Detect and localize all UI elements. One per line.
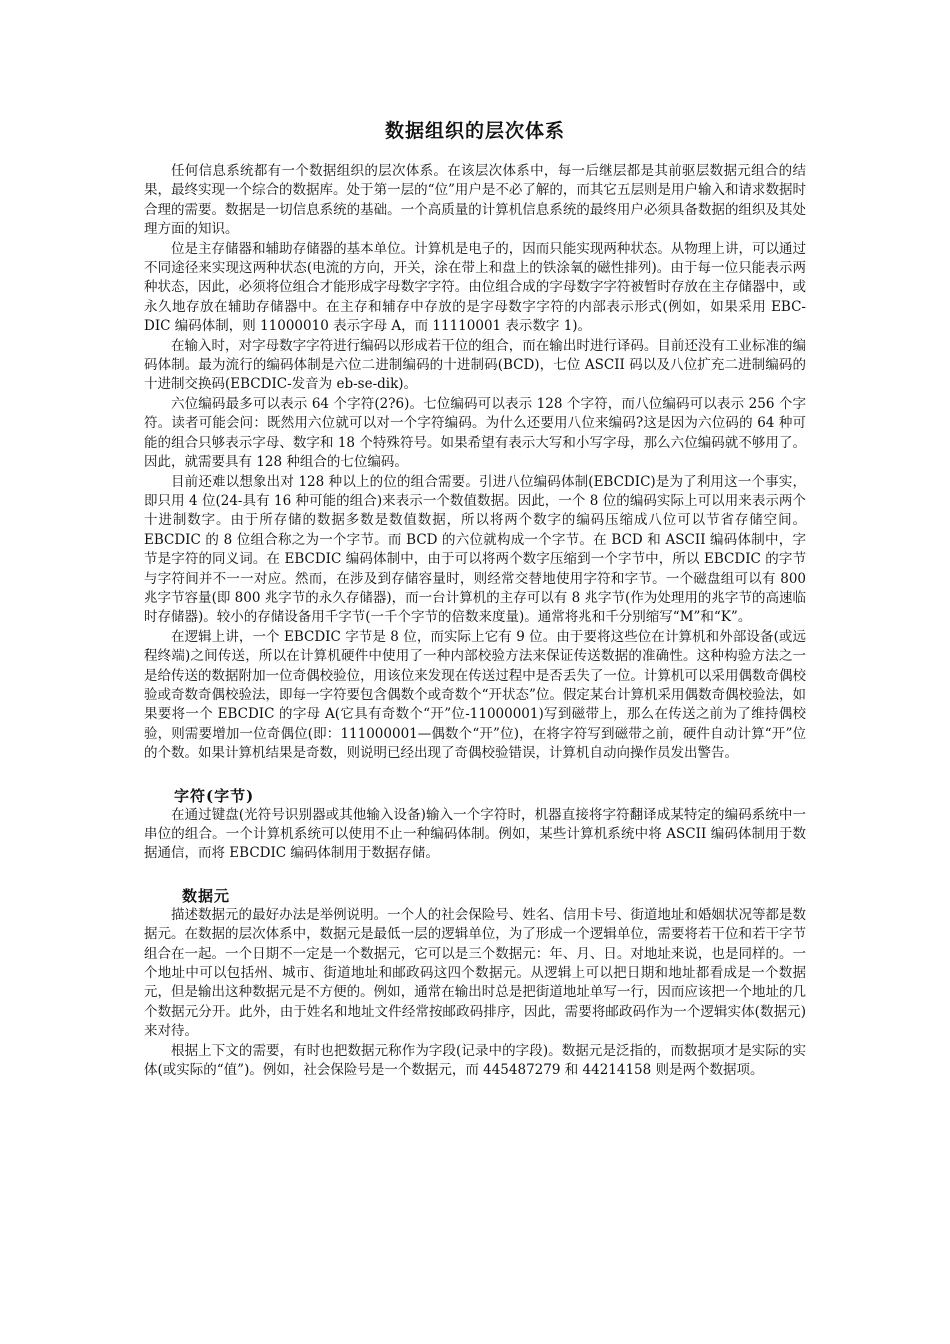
paragraph-intro-5: 目前还难以想象出对 128 种以上的位的组合需要。引进八位编码体制(EBCDIC)是为了利用这一个事实，即只用 4 位(24-具有 16 种可能的组合)来表示一个数值数据。因此，一个 8 位的编码实际上可以用来表示两个十进制数字。由于所存储的数据多数是数值数据，所以将两个数字的编码压缩成八位可以节省存储空间。EBCDIC 的 8 位组合称之为一个字节。而 BCD 的六位就构成一个字节。在 BCD 和 ASCII 编码体制中，字节是字符的同义词。在 EBCDIC 编码体制中，由于可以将两个数字压缩到一个字节中，所以 EBCDIC 的字节与字符间并不一一对应。然而，在涉及到存储容量时，则经常交替地使用字符和字节。一个磁盘组可以有 800 兆字节容量(即 800 兆字节的永久存储器)，而一台计算机的主存可以有 8 兆字节(作为处理用的兆字节的高速临时存储器)。较小的存储设备用千字节(一千个字节的倍数来度量)。通常将兆和千分别缩写“M”和“K”。 — [144, 473, 806, 626]
document-page — [144, 118, 806, 1080]
paragraph-intro-6: 在逻辑上讲，一个 EBCDIC 字节是 8 位，而实际上它有 9 位。由于要将这些位在计算机和外部设备(或远程终端)之间传送，所以在计算机硬件中使用了一种内部校验方法来保证传送数据的准确性。这种构验方法之一是给传送的数据附加一位奇偶校验位，用该位来发现在传送过程中是否丢失了一位。计算机可以采用偶数奇偶校验或奇数奇偶校验法，即每一字符要包含偶数个或奇数个“开状态”位。假定某台计算机采用偶数奇偶校验法，如果要将一个 EBCDIC 的字母 A(它具有奇数个“开”位-11000001)写到磁带上，那么在传送之前为了维持偶校验，则需要增加一位奇偶位(即：111000001—偶数个“开”位)，在将字符写到磁带之前，硬件自动计算“开”位的个数。如果计算机结果是奇数，则说明已经出现了奇偶校验错误，计算机自动向操作员发出警告。 — [144, 628, 806, 762]
paragraph-element-1: 描述数据元的最好办法是举例说明。一个人的社会保险号、姓名、信用卡号、街道地址和婚姻状况等都是数据元。在数据的层次体系中，数据元是最低一层的逻辑单位，为了形成一个逻辑单位，需要将若干位和若干字节组合在一起。一个日期不一定是一个数据元，它可以是三个数据元：年、月、日。对地址来说，也是同样的。一个地址中可以包括州、城市、街道地址和邮政码这四个数据元。从逻辑上可以把日期和地址都看成是一个数据元，但是输出这种数据元是不方便的。例如，通常在输出时总是把街道地址单写一行，因而应该把一个地址的几个数据元分开。此外，由于姓名和地址文件经常按邮政码排序，因此，需要将邮政码作为一个逻辑实体(数据元)来对待。 — [144, 906, 806, 1040]
section-heading-char: 字符(字节) — [174, 786, 255, 805]
paragraph-intro-1: 任何信息系统都有一个数据组织的层次体系。在该层次体系中，每一后继层都是其前驱层数据元组合的结果，最终实现一个综合的数据库。处于第一层的“位”用户是不必了解的，而其它五层则是用户输入和请求数据时合理的需要。数据是一切信息系统的基础。一个高质量的计算机信息系统的最终用户必须具备数据的组织及其处理方面的知识。 — [144, 163, 806, 238]
paragraph-intro-3: 在输入时，对字母数字字符进行编码以形成若干位的组合，而在输出时进行译码。目前还没有工业标准的编码体制。最为流行的编码体制是六位二进制编码的十进制码(BCD)，七位 ASCII 码以及八位扩充二进制编码的十进制交换码(EBCDIC-发音为 eb-se-dik)。 — [144, 337, 806, 393]
section-heading-element: 数据元 — [182, 886, 231, 905]
paragraph-char-1: 在通过键盘(光符号识别器或其他输入设备)输入一个字符时，机器直接将字符翻译成某特定的编码系统中一串位的组合。一个计算机系统可以使用不止一种编码体制。例如，某些计算机系统中将 ASCII 编码体制用于数据通信，而将 EBCDIC 编码体制用于数据存储。 — [144, 806, 806, 862]
paragraph-intro-4: 六位编码最多可以表示 64 个字符(2?6)。七位编码可以表示 128 个字符，而八位编码可以表示 256 个字符。读者可能会问：既然用六位就可以对一个字符编码。为什么还要用八位来编码?这是因为六位码的 64 种可能的组合只够表示字母、数字和 18 个特殊符号。如果希望有表示大写和小写字母，那么六位编码就不够用了。因此，就需要具有 128 种组合的七位编码。 — [144, 395, 806, 471]
paragraph-intro-2: 位是主存储器和辅助存储器的基本单位。计算机是电子的，因而只能实现两种状态。从物理上讲，可以通过不同途径来实现这两种状态(电流的方向，开关，涂在带上和盘上的铁涂氧的磁性排列)。由于每一位只能表示两种状态，因此，必须将位组合才能形成字母数字字符。由位组合成的字母数字字符被暂时存放在主存储器中，或永久地存放在辅助存储器中。在主存和辅存中存放的是字母数字字符的内部表示形式(例如，如果采用 EBC-DIC 编码体制，则 11000010 表示字母 A，而 11110001 表示数字 1)。 — [144, 240, 806, 335]
document-title: 数据组织的层次体系 — [384, 120, 565, 142]
paragraph-element-2: 根据上下文的需要，有时也把数据元称作为字段(记录中的字段)。数据元是泛指的，而数据项才是实际的实体(或实际的“值”)。例如，社会保险号是一个数据元，而 445487279 和 44214158 则是两个数据项。 — [144, 1042, 806, 1079]
